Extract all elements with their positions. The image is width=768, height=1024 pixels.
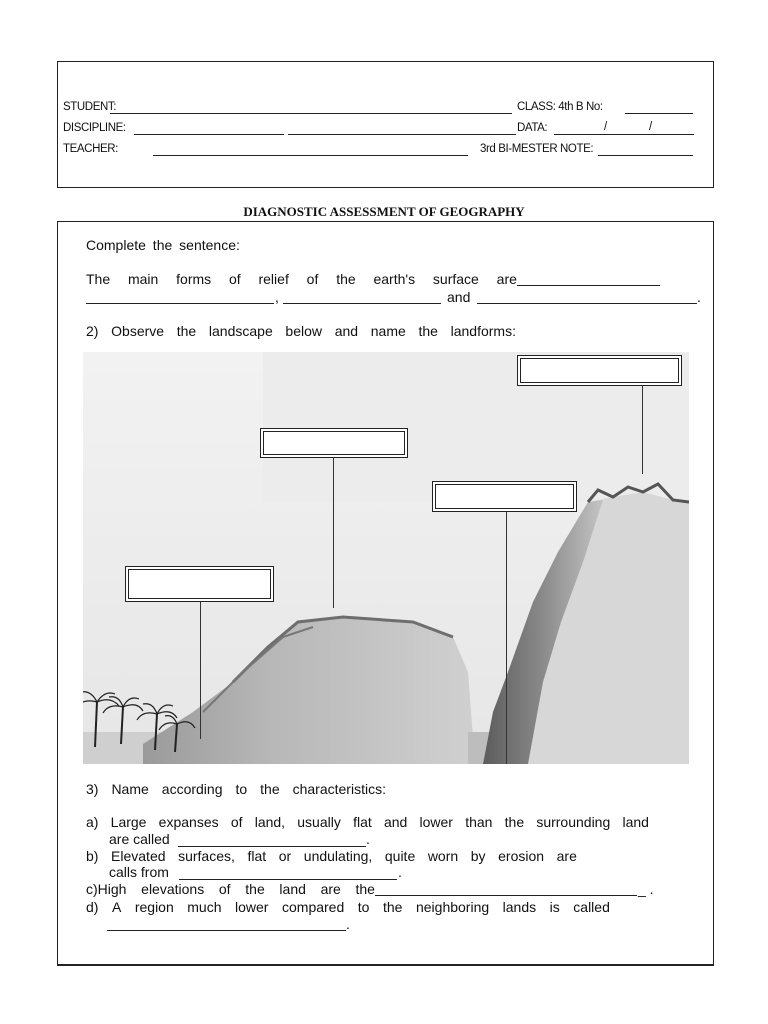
q3-c-end: _ . [638,881,654,897]
word: called [573,899,610,915]
q1-sentence [86,271,517,287]
word: Elevated [111,848,166,864]
word: flat [353,814,372,830]
word: relief [258,271,289,287]
word: lands [502,899,537,915]
pointer-line [642,386,643,474]
q1-blank-3[interactable] [283,303,441,304]
word: expanses [158,814,219,830]
word: than [465,814,493,830]
date-separator: / [604,121,607,133]
q3-c-text [86,881,375,897]
word: Large [110,814,147,830]
word: lower [419,814,453,830]
word: the [504,814,525,830]
word: land, [254,814,286,830]
teacher-label: TEACHER: [63,143,118,155]
word: The [86,271,111,287]
word: of [218,881,231,897]
word: worn [427,848,459,864]
word: of [228,271,241,287]
word: of [230,814,243,830]
word: 2) [86,323,99,339]
word: the [382,899,403,915]
q1-blank-4[interactable] [477,303,697,304]
word: elevations [141,881,205,897]
word: region [134,899,174,915]
q3-b-blank[interactable] [179,879,397,880]
q3-b-text [86,848,577,864]
class-label: CLASS: 4th B No: [517,101,603,113]
note-label: 3rd BI-MESTER NOTE: [480,143,594,155]
q1-and: and [447,289,471,305]
word: flat [247,848,267,864]
word: compared [282,899,345,915]
word: of [306,271,319,287]
word: neighboring [415,899,490,915]
word: 3) [86,781,99,797]
header-box [57,61,714,188]
word: forms [176,271,212,287]
word: Observe [111,323,165,339]
class-number-field[interactable] [625,113,693,114]
word: usually [297,814,341,830]
q3-a-text [86,814,649,830]
teacher-field[interactable] [153,155,468,156]
word: the [245,881,265,897]
q3-d-blank[interactable] [107,930,346,931]
word: land [279,881,306,897]
q3-d-text [86,899,610,915]
student-label: STUDENT: [63,101,117,113]
word: c)High [86,881,127,897]
q3-c-blank[interactable] [375,895,637,896]
q3-b-continuation: calls from [109,864,169,880]
student-field[interactable] [110,113,512,114]
word: landforms: [450,323,516,339]
discipline-label: DISCIPLINE: [63,122,126,134]
landform-answer-box-3[interactable] [432,481,577,512]
word: the [260,781,280,797]
word: the [418,323,438,339]
word: to [235,781,248,797]
page-title: DIAGNOSTIC ASSESSMENT OF GEOGRAPHY [243,204,525,219]
word: b) [86,848,99,864]
q3-d-period: . [346,916,350,932]
word: lower [235,899,269,915]
word: characteristics: [292,781,386,797]
q3-a-continuation: are called [109,831,170,847]
q3-a-blank[interactable] [178,846,366,847]
word: earth's [373,271,416,287]
word: undulating, [303,848,373,864]
q2-prompt [86,323,516,339]
word: Name [111,781,149,797]
word: the [336,271,356,287]
word: the [355,881,375,897]
pointer-line [333,458,334,608]
word: are [496,271,517,287]
q1-period: . [697,289,701,305]
q3-prompt [86,781,386,797]
word: d) [86,899,99,915]
word: the [176,323,197,339]
discipline-field-2[interactable] [288,134,516,135]
q1-blank-2[interactable] [86,303,274,304]
word: and [334,323,359,339]
landscape-illustration [83,352,689,764]
word: quite [384,848,416,864]
word: according [161,781,223,797]
word: by [470,848,486,864]
word: name [370,323,406,339]
landform-answer-box-4[interactable] [517,355,682,386]
q3-b-period: . [398,864,402,880]
date-separator: / [649,121,652,133]
word: are [556,848,577,864]
word: landscape [208,323,273,339]
word: surfaces, [178,848,235,864]
word: main [127,271,159,287]
word: a) [86,814,99,830]
word: are [320,881,341,897]
q1-instruction: Complete the sentence: [86,237,240,253]
date-field[interactable] [554,134,694,135]
q3-a-period: . [366,831,370,847]
note-field[interactable] [598,155,693,156]
word: and [383,814,408,830]
word: A [111,899,122,915]
landform-answer-box-1[interactable] [125,566,274,602]
pointer-line [200,602,201,739]
word: surrounding [536,814,611,830]
word: below [285,323,323,339]
word: or [278,848,292,864]
word: is [549,899,560,915]
q1-comma: , [275,289,279,305]
q1-blank-1[interactable] [517,285,660,286]
word: erosion [498,848,545,864]
word: to [357,899,370,915]
pointer-line [506,512,507,764]
word: surface [432,271,479,287]
word: much [187,899,222,915]
landform-answer-box-2[interactable] [260,428,408,458]
word: land [622,814,649,830]
data-label: DATA: [517,122,548,134]
discipline-field[interactable] [134,134,284,135]
